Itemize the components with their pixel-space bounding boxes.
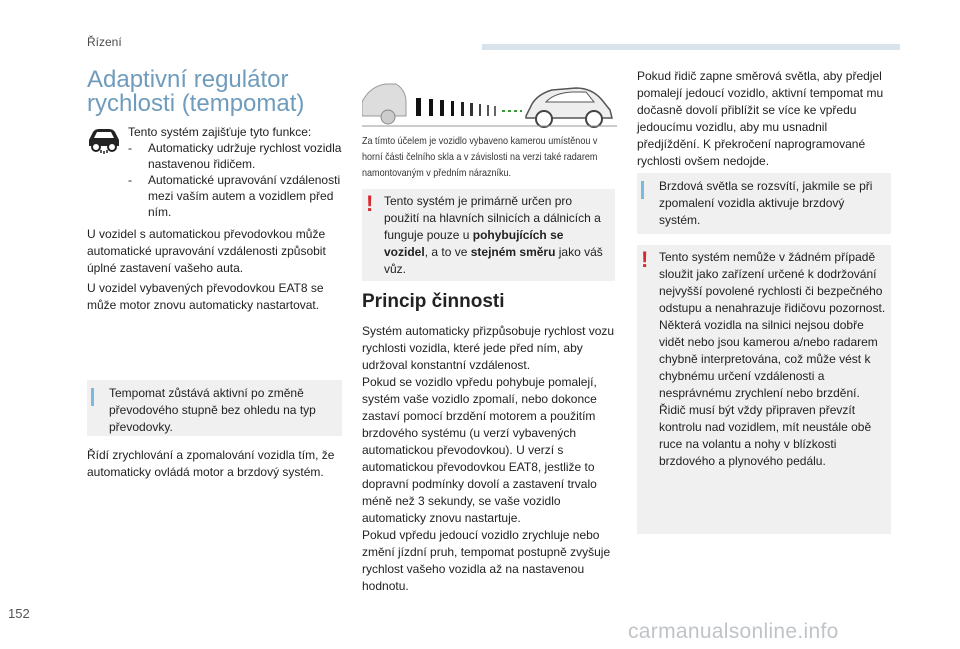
warning-icon: ! <box>366 191 374 216</box>
body-paragraph: Systém automaticky přizpůsobuje rychlost vozu rychlosti vozidla, které jede před ním, aby udržoval konstantní vzdálenost. <box>362 324 615 372</box>
section-heading: Princip činnosti <box>362 291 505 312</box>
warning-box-text <box>384 193 606 278</box>
info-indicator <box>91 388 94 406</box>
intro-list-item: - Automaticky udržuje rychlost vozidla nastavenou řidičem. <box>128 140 343 172</box>
adaptive-cruise-car-icon <box>87 124 121 154</box>
warning-box-safety <box>637 245 891 534</box>
body-paragraph: Pokud vpředu jedoucí vozidlo zrychluje nebo změní jízdní pruh, tempomat postupně zvyšuje rychlost vašeho vozidla až na nastavenou hodnotu. <box>362 528 611 593</box>
middle-body <box>362 323 620 595</box>
warning-icon: ! <box>641 247 649 272</box>
page-number: 152 <box>8 606 30 621</box>
warning-emphasis: pohybujících se vozidel <box>384 228 564 259</box>
radar-illustration <box>362 80 617 130</box>
illustration-caption: Za tímto účelem je vozidlo vybaveno kamerou umístěnou v horní části čelního skla a v závislosti na verzi také radarem namontovaným v předním nárazníku. <box>362 135 598 179</box>
left-paragraph-2: U vozidel vybavených převodovkou EAT8 se může motor znovu automaticky nastartovat. <box>87 281 324 312</box>
info-box-tempomat <box>87 380 342 436</box>
info-box-text: Brzdová světla se rozsvítí, jakmile se při zpomalení vozidla aktivuje brzdový systém. <box>659 179 873 227</box>
intro-block <box>128 124 343 220</box>
warning-emphasis: stejném směru <box>470 245 556 259</box>
info-box-text: Tempomat zůstává aktivní po změně převodového stupně bez ohledu na typ převodovky. <box>109 386 316 434</box>
warning-box-usage <box>362 189 615 281</box>
warning-box-text: Tento systém nemůže v žádném případě sloužit jako zařízení určené k dodržování nejvyšší povolené rychlosti či bezpečného odstupu a nenahrazuje řidičovu pozornost. Některá vozidla na silnici nejsou dobře vidět nebo jsou kamerou a/nebo radarem chybně interpretována, což může vést k chybnému určení vzdálenosti a nesprávnému zrychlení nebo brzdění. Řidič musí být vždy připraven převzít kontrolu nad vozidlem, mít neustále obě ruce na volantu a nohy v blízkosti brzdového a plynového pedálu. <box>659 250 886 468</box>
left-paragraph-3: Řídí zrychlování a zpomalování vozidla tím, že automaticky ovládá motor a brzdový systém. <box>87 448 335 479</box>
radar-signal <box>416 98 522 116</box>
intro-lead: Tento systém zajišťuje tyto funkce: <box>128 125 312 139</box>
header-bar <box>482 44 900 50</box>
warning-text: , a to ve <box>424 245 471 259</box>
warning-text: jako váš vůz. <box>384 245 603 276</box>
info-indicator <box>641 181 644 199</box>
warning-text: Tento systém je primárně určen pro použití na hlavních silnicích a dálnicích a funguje pouze u <box>384 194 601 242</box>
right-paragraph: Pokud řidič zapne směrová světla, aby předjel pomalejí jedoucí vozidlo, aktivní tempomat mu dočasně dovolí přiblížit se více ke vpředu jedoucímu vozidlu, aby mu usnadnil předjíždění. K překročení naprogramované rychlosti ovšem nedojde. <box>637 69 884 168</box>
section-label: Řízení <box>87 35 122 49</box>
watermark: carmanualsonline.info <box>628 620 839 643</box>
info-box-brake-lights <box>637 173 891 234</box>
page-title: Adaptivní regulátor rychlosti (tempomat) <box>87 66 305 117</box>
left-paragraph-1: U vozidel s automatickou převodovkou může automatické upravování vzdálenosti způsobit úplné zastavení vašeho auta. <box>87 227 326 275</box>
intro-list-item: - Automatické upravování vzdálenosti mezi vaším autem a vozidlem před ním. <box>128 172 343 220</box>
body-paragraph: Pokud se vozidlo vpředu pohybuje pomalejí, systém vaše vozidlo zpomalí, nebo dokonce zastaví pomocí brzdění motorem a použitím brzdového systému (u verzí vybavených automatickou převodovkou). U verzí s automatickou převodovkou EAT8, jestliže to dopravní podmínky dovolí a zastavení trvalo méně než 3 sekundy, se vaše vozidlo automaticky znovu nastartuje. <box>362 375 597 525</box>
intro-list <box>128 140 343 220</box>
